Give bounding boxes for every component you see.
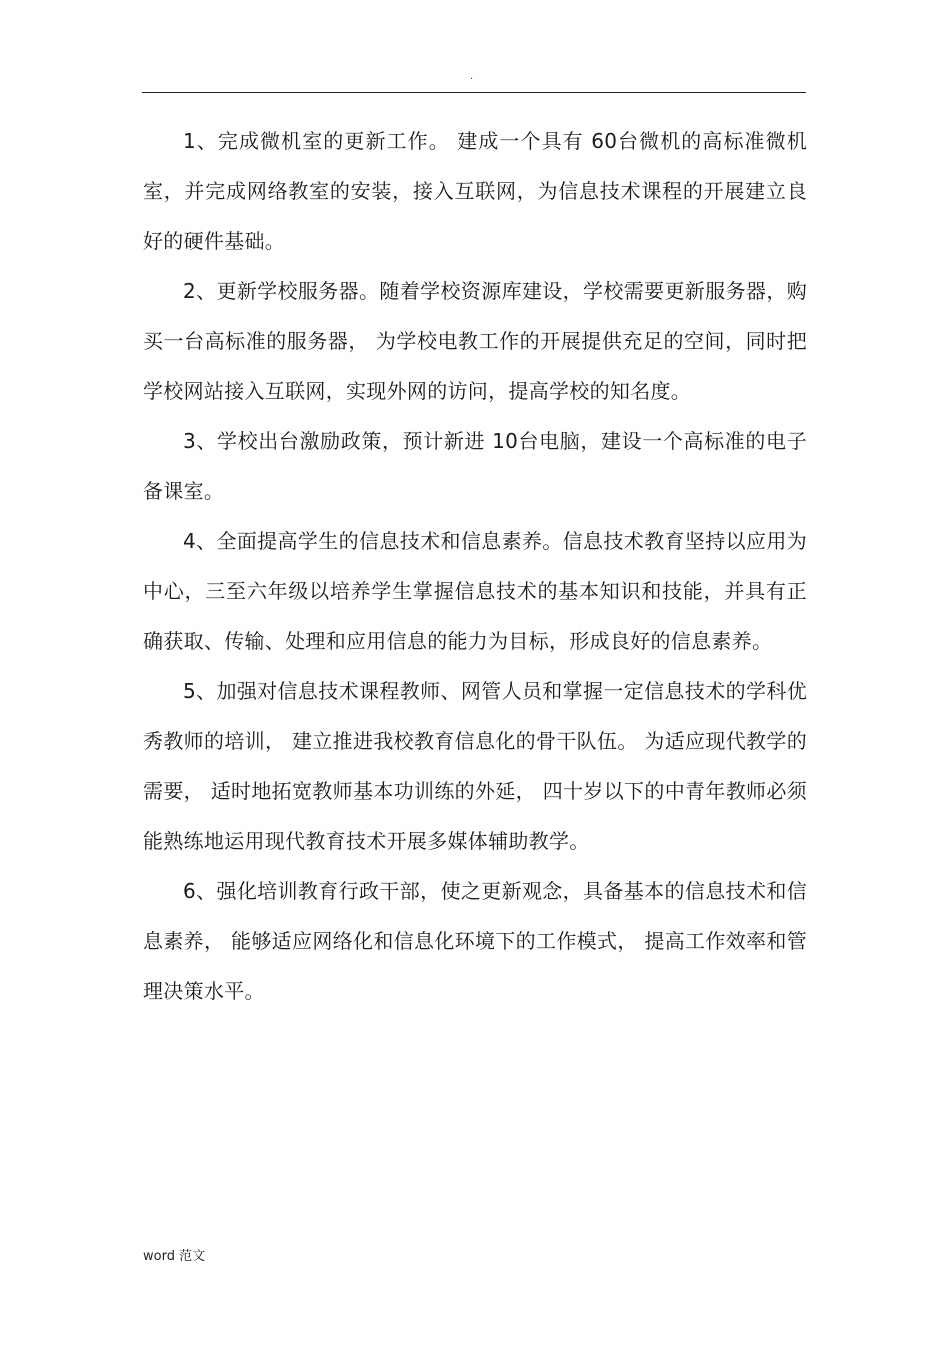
header-mark: . xyxy=(470,71,474,82)
footer-label: word 范文 xyxy=(143,1249,206,1264)
document-body xyxy=(143,116,807,1016)
paragraph-3: 3、学校出台激励政策，预计新进 10台电脑，建设一个高标准的电子备课室。 xyxy=(143,429,807,503)
paragraph-2: 2、更新学校服务器。随着学校资源库建设，学校需要更新服务器，购买一台高标准的服务器， 为学校电教工作的开展提供充足的空间，同时把学校网站接入互联网，实现外网的访问，提高学校的知名度。 xyxy=(143,279,807,403)
paragraph-5: 5、加强对信息技术课程教师、网管人员和掌握一定信息技术的学科优秀教师的培训， 建立推进我校教育信息化的骨干队伍。 为适应现代教学的需要， 适时地拓宽教师基本功训练的外延， 四十岁以下的中青年教师必须能熟练地运用现代教育技术开展多媒体辅助教学。 xyxy=(143,679,807,853)
paragraph-1: 1、完成微机室的更新工作。 建成一个具有 60台微机的高标准微机室，并完成网络教室的安装，接入互联网，为信息技术课程的开展建立良好的硬件基础。 xyxy=(143,129,807,253)
paragraph-6: 6、强化培训教育行政干部，使之更新观念，具备基本的信息技术和信息素养， 能够适应网络化和信息化环境下的工作模式， 提高工作效率和管理决策水平。 xyxy=(143,879,807,1003)
header-rule xyxy=(142,92,806,93)
paragraph-4: 4、全面提高学生的信息技术和信息素养。信息技术教育坚持以应用为中心，三至六年级以培养学生掌握信息技术的基本知识和技能，并具有正确获取、传输、处理和应用信息的能力为目标，形成良好的信息素养。 xyxy=(143,529,807,653)
